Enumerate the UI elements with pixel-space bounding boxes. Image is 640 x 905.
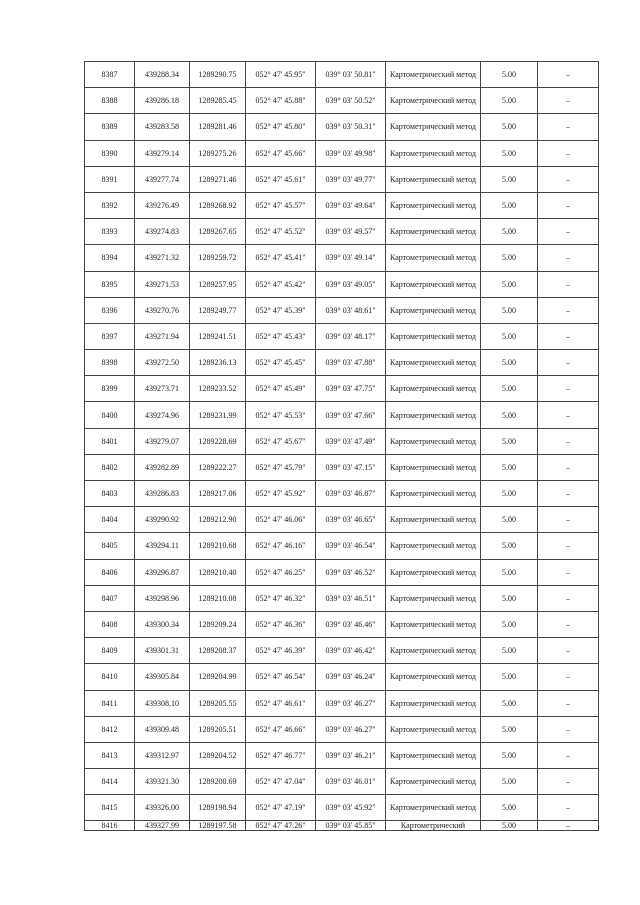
x-coordinate-cell: 439277.74 [135, 166, 190, 192]
y-coordinate-cell: 1289257.95 [190, 271, 246, 297]
latitude-cell: 052° 47' 46.25" [246, 559, 316, 585]
table-row [85, 402, 599, 428]
method-cell: Картометрический метод [386, 402, 481, 428]
accuracy-cell: 5.00 [481, 62, 538, 88]
note-cell: – [538, 62, 599, 88]
latitude-cell: 052° 47' 45.52" [246, 219, 316, 245]
x-coordinate-cell: 439286.83 [135, 481, 190, 507]
note-cell: – [538, 376, 599, 402]
table-row [85, 742, 599, 768]
longitude-cell: 039° 03' 46.24" [316, 664, 386, 690]
accuracy-cell: 5.00 [481, 559, 538, 585]
x-coordinate-cell: 439298.96 [135, 585, 190, 611]
x-coordinate-cell: 439273.71 [135, 376, 190, 402]
accuracy-cell: 5.00 [481, 769, 538, 795]
point-number-cell: 8387 [85, 62, 135, 88]
table-row [85, 795, 599, 821]
x-coordinate-cell: 439279.14 [135, 140, 190, 166]
table-row [85, 114, 599, 140]
note-cell: – [538, 507, 599, 533]
note-cell: – [538, 742, 599, 768]
accuracy-cell: 5.00 [481, 664, 538, 690]
point-number-cell: 8393 [85, 219, 135, 245]
note-cell: – [538, 271, 599, 297]
x-coordinate-cell: 439312.97 [135, 742, 190, 768]
point-number-cell: 8399 [85, 376, 135, 402]
accuracy-cell: 5.00 [481, 350, 538, 376]
note-cell: – [538, 428, 599, 454]
table-row [85, 769, 599, 795]
table-row [85, 638, 599, 664]
table-row [85, 140, 599, 166]
accuracy-cell: 5.00 [481, 88, 538, 114]
x-coordinate-cell: 439290.92 [135, 507, 190, 533]
latitude-cell: 052° 47' 45.92" [246, 481, 316, 507]
latitude-cell: 052° 47' 46.66" [246, 716, 316, 742]
y-coordinate-cell: 1289268.92 [190, 192, 246, 218]
accuracy-cell: 5.00 [481, 454, 538, 480]
y-coordinate-cell: 1289198.94 [190, 795, 246, 821]
table-body [85, 62, 599, 831]
method-cell: Картометрический метод [386, 271, 481, 297]
longitude-cell: 039° 03' 49.05" [316, 271, 386, 297]
latitude-cell: 052° 47' 45.67" [246, 428, 316, 454]
note-cell: – [538, 219, 599, 245]
point-number-cell: 8400 [85, 402, 135, 428]
note-cell: – [538, 585, 599, 611]
note-cell: – [538, 664, 599, 690]
point-number-cell: 8415 [85, 795, 135, 821]
y-coordinate-cell: 1289209.24 [190, 611, 246, 637]
longitude-cell: 039° 03' 46.87" [316, 481, 386, 507]
table-row [85, 428, 599, 454]
table-row [85, 166, 599, 192]
y-coordinate-cell: 1289236.13 [190, 350, 246, 376]
method-cell: Картометрический метод [386, 533, 481, 559]
point-number-cell: 8398 [85, 350, 135, 376]
method-cell: Картометрический метод [386, 716, 481, 742]
longitude-cell: 039° 03' 47.75" [316, 376, 386, 402]
method-cell: Картометрический метод [386, 192, 481, 218]
latitude-cell: 052° 47' 47.19" [246, 795, 316, 821]
x-coordinate-cell: 439321.30 [135, 769, 190, 795]
latitude-cell: 052° 47' 45.80" [246, 114, 316, 140]
y-coordinate-cell: 1289233.52 [190, 376, 246, 402]
accuracy-cell: 5.00 [481, 376, 538, 402]
latitude-cell: 052° 47' 45.57" [246, 192, 316, 218]
longitude-cell: 039° 03' 46.65" [316, 507, 386, 533]
x-coordinate-cell: 439271.53 [135, 271, 190, 297]
x-coordinate-cell: 439326.00 [135, 795, 190, 821]
latitude-cell: 052° 47' 45.45" [246, 350, 316, 376]
longitude-cell: 039° 03' 47.15" [316, 454, 386, 480]
accuracy-cell: 5.00 [481, 690, 538, 716]
x-coordinate-cell: 439283.58 [135, 114, 190, 140]
latitude-cell: 052° 47' 46.06" [246, 507, 316, 533]
accuracy-cell: 5.00 [481, 297, 538, 323]
accuracy-cell: 5.00 [481, 192, 538, 218]
note-cell: – [538, 350, 599, 376]
table-row [85, 585, 599, 611]
longitude-cell: 039° 03' 46.54" [316, 533, 386, 559]
point-number-cell: 8416 [85, 821, 135, 831]
x-coordinate-cell: 439279.07 [135, 428, 190, 454]
y-coordinate-cell: 1289208.37 [190, 638, 246, 664]
y-coordinate-cell: 1289212.90 [190, 507, 246, 533]
table-row [85, 533, 599, 559]
longitude-cell: 039° 03' 49.64" [316, 192, 386, 218]
point-number-cell: 8397 [85, 323, 135, 349]
x-coordinate-cell: 439274.96 [135, 402, 190, 428]
longitude-cell: 039° 03' 45.92" [316, 795, 386, 821]
point-number-cell: 8389 [85, 114, 135, 140]
method-cell: Картометрический метод [386, 245, 481, 271]
longitude-cell: 039° 03' 46.27" [316, 690, 386, 716]
note-cell: – [538, 821, 599, 831]
point-number-cell: 8414 [85, 769, 135, 795]
table-row [85, 88, 599, 114]
table-row [85, 454, 599, 480]
accuracy-cell: 5.00 [481, 140, 538, 166]
table-row [85, 664, 599, 690]
point-number-cell: 8410 [85, 664, 135, 690]
accuracy-cell: 5.00 [481, 428, 538, 454]
method-cell: Картометрический метод [386, 769, 481, 795]
accuracy-cell: 5.00 [481, 114, 538, 140]
table-row [85, 507, 599, 533]
longitude-cell: 039° 03' 46.52" [316, 559, 386, 585]
method-cell: Картометрический метод [386, 742, 481, 768]
y-coordinate-cell: 1289205.55 [190, 690, 246, 716]
note-cell: – [538, 140, 599, 166]
longitude-cell: 039° 03' 48.61" [316, 297, 386, 323]
accuracy-cell: 5.00 [481, 219, 538, 245]
y-coordinate-cell: 1289205.51 [190, 716, 246, 742]
latitude-cell: 052° 47' 46.39" [246, 638, 316, 664]
note-cell: – [538, 88, 599, 114]
method-cell: Картометрический метод [386, 664, 481, 690]
x-coordinate-cell: 439301.31 [135, 638, 190, 664]
y-coordinate-cell: 1289222.27 [190, 454, 246, 480]
note-cell: – [538, 402, 599, 428]
coordinates-table [84, 61, 599, 831]
longitude-cell: 039° 03' 46.46" [316, 611, 386, 637]
longitude-cell: 039° 03' 50.81" [316, 62, 386, 88]
point-number-cell: 8406 [85, 559, 135, 585]
point-number-cell: 8413 [85, 742, 135, 768]
longitude-cell: 039° 03' 46.27" [316, 716, 386, 742]
accuracy-cell: 5.00 [481, 611, 538, 637]
longitude-cell: 039° 03' 47.88" [316, 350, 386, 376]
x-coordinate-cell: 439300.34 [135, 611, 190, 637]
point-number-cell: 8408 [85, 611, 135, 637]
latitude-cell: 052° 47' 46.32" [246, 585, 316, 611]
method-cell: Картометрический метод [386, 166, 481, 192]
y-coordinate-cell: 1289249.77 [190, 297, 246, 323]
x-coordinate-cell: 439308.10 [135, 690, 190, 716]
table-row [85, 192, 599, 218]
accuracy-cell: 5.00 [481, 507, 538, 533]
y-coordinate-cell: 1289228.69 [190, 428, 246, 454]
note-cell: – [538, 245, 599, 271]
latitude-cell: 052° 47' 46.77" [246, 742, 316, 768]
table-row [85, 245, 599, 271]
note-cell: – [538, 559, 599, 585]
accuracy-cell: 5.00 [481, 585, 538, 611]
table-row [85, 821, 599, 831]
y-coordinate-cell: 1289204.52 [190, 742, 246, 768]
longitude-cell: 039° 03' 48.17" [316, 323, 386, 349]
table-row [85, 376, 599, 402]
accuracy-cell: 5.00 [481, 638, 538, 664]
table-row [85, 690, 599, 716]
table-row [85, 271, 599, 297]
y-coordinate-cell: 1289197.58 [190, 821, 246, 831]
x-coordinate-cell: 439288.34 [135, 62, 190, 88]
note-cell: – [538, 533, 599, 559]
method-cell: Картометрический [386, 821, 481, 831]
method-cell: Картометрический метод [386, 585, 481, 611]
accuracy-cell: 5.00 [481, 821, 538, 831]
longitude-cell: 039° 03' 49.14" [316, 245, 386, 271]
method-cell: Картометрический метод [386, 62, 481, 88]
point-number-cell: 8405 [85, 533, 135, 559]
longitude-cell: 039° 03' 49.77" [316, 166, 386, 192]
point-number-cell: 8411 [85, 690, 135, 716]
latitude-cell: 052° 47' 46.61" [246, 690, 316, 716]
longitude-cell: 039° 03' 45.85" [316, 821, 386, 831]
y-coordinate-cell: 1289271.46 [190, 166, 246, 192]
method-cell: Картометрический метод [386, 611, 481, 637]
method-cell: Картометрический метод [386, 507, 481, 533]
latitude-cell: 052° 47' 45.49" [246, 376, 316, 402]
latitude-cell: 052° 47' 45.61" [246, 166, 316, 192]
method-cell: Картометрический метод [386, 114, 481, 140]
accuracy-cell: 5.00 [481, 716, 538, 742]
point-number-cell: 8403 [85, 481, 135, 507]
y-coordinate-cell: 1289210.68 [190, 533, 246, 559]
point-number-cell: 8394 [85, 245, 135, 271]
point-number-cell: 8402 [85, 454, 135, 480]
method-cell: Картометрический метод [386, 559, 481, 585]
latitude-cell: 052° 47' 45.88" [246, 88, 316, 114]
latitude-cell: 052° 47' 45.95" [246, 62, 316, 88]
table-row [85, 481, 599, 507]
table-row [85, 611, 599, 637]
note-cell: – [538, 611, 599, 637]
x-coordinate-cell: 439286.18 [135, 88, 190, 114]
table-row [85, 62, 599, 88]
x-coordinate-cell: 439270.76 [135, 297, 190, 323]
y-coordinate-cell: 1289241.51 [190, 323, 246, 349]
y-coordinate-cell: 1289200.69 [190, 769, 246, 795]
method-cell: Картометрический метод [386, 219, 481, 245]
method-cell: Картометрический метод [386, 428, 481, 454]
y-coordinate-cell: 1289210.40 [190, 559, 246, 585]
x-coordinate-cell: 439276.49 [135, 192, 190, 218]
longitude-cell: 039° 03' 50.31" [316, 114, 386, 140]
y-coordinate-cell: 1289285.45 [190, 88, 246, 114]
x-coordinate-cell: 439309.48 [135, 716, 190, 742]
method-cell: Картометрический метод [386, 638, 481, 664]
note-cell: – [538, 481, 599, 507]
accuracy-cell: 5.00 [481, 533, 538, 559]
method-cell: Картометрический метод [386, 323, 481, 349]
accuracy-cell: 5.00 [481, 245, 538, 271]
accuracy-cell: 5.00 [481, 742, 538, 768]
latitude-cell: 052° 47' 45.43" [246, 323, 316, 349]
latitude-cell: 052° 47' 45.39" [246, 297, 316, 323]
latitude-cell: 052° 47' 45.53" [246, 402, 316, 428]
note-cell: – [538, 454, 599, 480]
point-number-cell: 8401 [85, 428, 135, 454]
accuracy-cell: 5.00 [481, 481, 538, 507]
note-cell: – [538, 638, 599, 664]
longitude-cell: 039° 03' 49.57" [316, 219, 386, 245]
point-number-cell: 8396 [85, 297, 135, 323]
table-row [85, 297, 599, 323]
x-coordinate-cell: 439294.11 [135, 533, 190, 559]
y-coordinate-cell: 1289275.26 [190, 140, 246, 166]
method-cell: Картометрический метод [386, 88, 481, 114]
y-coordinate-cell: 1289281.46 [190, 114, 246, 140]
table-row [85, 716, 599, 742]
method-cell: Картометрический метод [386, 481, 481, 507]
y-coordinate-cell: 1289259.72 [190, 245, 246, 271]
y-coordinate-cell: 1289217.06 [190, 481, 246, 507]
note-cell: – [538, 323, 599, 349]
accuracy-cell: 5.00 [481, 271, 538, 297]
latitude-cell: 052° 47' 45.42" [246, 271, 316, 297]
point-number-cell: 8407 [85, 585, 135, 611]
method-cell: Картометрический метод [386, 350, 481, 376]
latitude-cell: 052° 47' 46.16" [246, 533, 316, 559]
point-number-cell: 8388 [85, 88, 135, 114]
x-coordinate-cell: 439271.94 [135, 323, 190, 349]
method-cell: Картометрический метод [386, 690, 481, 716]
x-coordinate-cell: 439282.89 [135, 454, 190, 480]
table-row [85, 323, 599, 349]
x-coordinate-cell: 439271.32 [135, 245, 190, 271]
x-coordinate-cell: 439296.87 [135, 559, 190, 585]
note-cell: – [538, 795, 599, 821]
accuracy-cell: 5.00 [481, 323, 538, 349]
table-row [85, 219, 599, 245]
method-cell: Картометрический метод [386, 140, 481, 166]
point-number-cell: 8404 [85, 507, 135, 533]
accuracy-cell: 5.00 [481, 402, 538, 428]
longitude-cell: 039° 03' 47.66" [316, 402, 386, 428]
latitude-cell: 052° 47' 45.41" [246, 245, 316, 271]
x-coordinate-cell: 439274.83 [135, 219, 190, 245]
note-cell: – [538, 192, 599, 218]
note-cell: – [538, 769, 599, 795]
latitude-cell: 052° 47' 45.79" [246, 454, 316, 480]
x-coordinate-cell: 439305.84 [135, 664, 190, 690]
note-cell: – [538, 297, 599, 323]
note-cell: – [538, 166, 599, 192]
y-coordinate-cell: 1289231.99 [190, 402, 246, 428]
point-number-cell: 8392 [85, 192, 135, 218]
accuracy-cell: 5.00 [481, 166, 538, 192]
longitude-cell: 039° 03' 46.51" [316, 585, 386, 611]
point-number-cell: 8395 [85, 271, 135, 297]
y-coordinate-cell: 1289290.75 [190, 62, 246, 88]
x-coordinate-cell: 439327.99 [135, 821, 190, 831]
method-cell: Картометрический метод [386, 454, 481, 480]
table-row [85, 350, 599, 376]
note-cell: – [538, 690, 599, 716]
accuracy-cell: 5.00 [481, 795, 538, 821]
longitude-cell: 039° 03' 46.42" [316, 638, 386, 664]
note-cell: – [538, 114, 599, 140]
longitude-cell: 039° 03' 50.52" [316, 88, 386, 114]
method-cell: Картометрический метод [386, 795, 481, 821]
latitude-cell: 052° 47' 47.26" [246, 821, 316, 831]
point-number-cell: 8390 [85, 140, 135, 166]
point-number-cell: 8412 [85, 716, 135, 742]
point-number-cell: 8391 [85, 166, 135, 192]
x-coordinate-cell: 439272.50 [135, 350, 190, 376]
method-cell: Картометрический метод [386, 376, 481, 402]
point-number-cell: 8409 [85, 638, 135, 664]
latitude-cell: 052° 47' 47.04" [246, 769, 316, 795]
latitude-cell: 052° 47' 46.36" [246, 611, 316, 637]
y-coordinate-cell: 1289267.65 [190, 219, 246, 245]
note-cell: – [538, 716, 599, 742]
table-row [85, 559, 599, 585]
latitude-cell: 052° 47' 45.66" [246, 140, 316, 166]
longitude-cell: 039° 03' 49.98" [316, 140, 386, 166]
longitude-cell: 039° 03' 46.21" [316, 742, 386, 768]
y-coordinate-cell: 1289210.08 [190, 585, 246, 611]
y-coordinate-cell: 1289204.99 [190, 664, 246, 690]
longitude-cell: 039° 03' 47.49" [316, 428, 386, 454]
longitude-cell: 039° 03' 46.01" [316, 769, 386, 795]
latitude-cell: 052° 47' 46.54" [246, 664, 316, 690]
method-cell: Картометрический метод [386, 297, 481, 323]
